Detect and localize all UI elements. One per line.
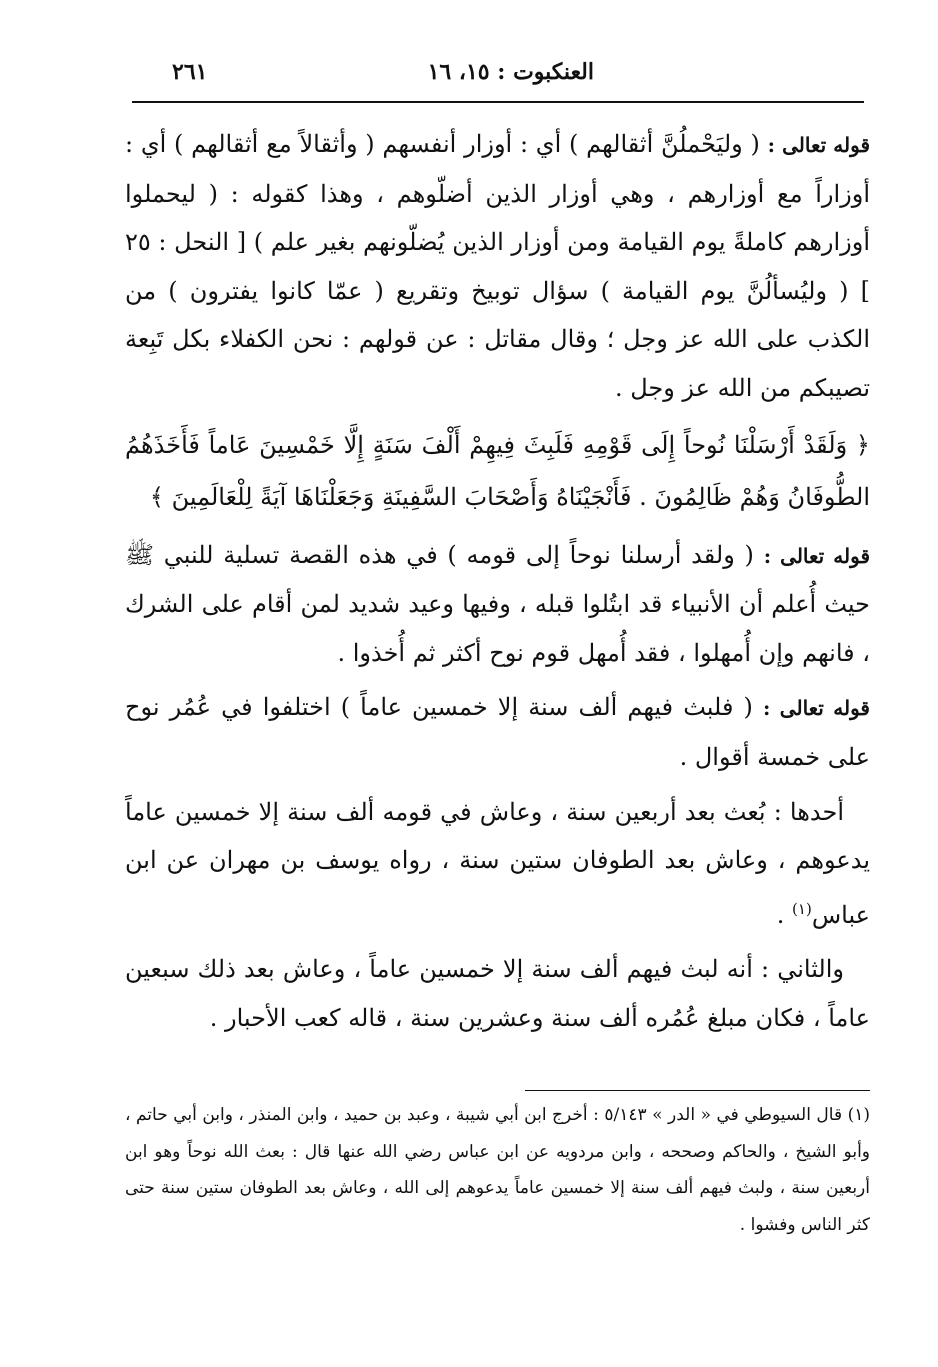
paragraph-4-text: أحدها : بُعث بعد أربعين سنة ، وعاش في قومه ألف سنة إلا خمسين عاماً يدعوهم ، وعاش بعد الطوفان ستين سنة ، رواه يوسف بن مهران عن ابن عباس bbox=[125, 797, 870, 929]
footnote-divider bbox=[525, 1090, 870, 1091]
paragraph-1 bbox=[125, 120, 870, 413]
paragraph-3-label: قوله تعالى : bbox=[763, 696, 870, 721]
footnote-1: (١) قال السيوطي في « الدر » ٥/١٤٣ : أخرج ابن أبي شيبة ، وعبد بن حميد ، وابن المنذر ، وابن أبي حاتم ، وأبو الشيخ ، والحاكم وصححه ، وابن مردويه عن ابن عباس رضي الله عنها قال : بعث الله نوحاً وهو ابن أربعين سنة ، ولبث فيهم ألف سنة إلا خمسين عاماً يدعوهم إلى الله ، وعاش بعد الطوفان ستين سنة حتى كثر الناس وفشوا . bbox=[125, 1105, 871, 1235]
paragraph-5 bbox=[125, 945, 870, 1042]
paragraph-1-label: قوله تعالى : bbox=[767, 133, 870, 157]
running-title: العنكبوت : ١٥، ١٦ bbox=[427, 59, 594, 85]
paragraph-2 bbox=[125, 531, 870, 678]
paragraph-4-end: . bbox=[776, 900, 793, 929]
footnotes bbox=[125, 1097, 870, 1243]
main-text bbox=[125, 120, 870, 1049]
page-header bbox=[132, 55, 864, 103]
paragraph-2-text: ( ولقد أرسلنا نوحاً إلى قومه ) في هذه القصة تسلية للنبي ﷺ حيث أُعلم أن الأنبياء قد ابتُلوا قبله ، وفيها وعيد شديد لمن أقام على الشرك ، فانهم وإن أُمهلوا ، فقد أُمهل قوم نوح أكثر ثم أُخذوا . bbox=[125, 540, 870, 667]
paragraph-1-text: ( وليَحْملُنَّ أثقالهم ) أي : أوزار أنفسهم ( وأثقالاً مع أثقالهم ) أي : أوزاراً مع أوزارهم ، وهي أوزار الذين أضلّوهم ، وهذا كقوله : ( ليحملوا أوزارهم كاملةً يوم القيامة ومن أوزار الذين يُضلّونهم بغير علم ) [ النحل : ٢٥ ] ( وليُسألُنَّ يوم القيامة ) سؤال توبيخ وتقريع ( عمّا كانوا يفترون ) من الكذب على الله عز وجل ؛ وقال مقاتل : عن قولهم : نحن الكفلاء بكل تَبِعة تصيبكم من الله عز وجل . bbox=[125, 130, 870, 402]
quran-verse: ﴿ وَلَقَدْ أَرْسَلْنَا نُوحاً إِلَى قَوْمِهِ فَلَبِثَ فِيهِمْ أَلْفَ سَنَةٍ إِلَّا خَمْسِينَ عَاماً فَأَخَذَهُمُ الطُّوفَانُ وَهُمْ ظَالِمُونَ . فَأَنْجَيْنَاهُ وَأَصْحَابَ السَّفِينَةِ وَجَعَلْنَاهَا آيَةً لِلْعَالَمِينَ ﴾ bbox=[125, 430, 870, 511]
paragraph-5-text: والثاني : أنه لبث فيهم ألف سنة إلا خمسين عاماً ، وعاش بعد ذلك سبعين عاماً ، فكان مبلغ عُمُره ألف سنة وعشرين سنة ، قاله كعب الأحبار . bbox=[125, 955, 870, 1032]
paragraph-3-text: ( فلبث فيهم ألف سنة إلا خمسين عاماً ) اختلفوا في عُمُر نوح على خمسة أقوال . bbox=[125, 693, 870, 771]
paragraph-3 bbox=[125, 683, 870, 781]
paragraph-2-label: قوله تعالى : bbox=[763, 543, 871, 568]
paragraph-4 bbox=[125, 788, 870, 940]
page-number: ٢٦١ bbox=[172, 59, 208, 85]
footnote-reference[interactable]: (١) bbox=[792, 899, 812, 918]
